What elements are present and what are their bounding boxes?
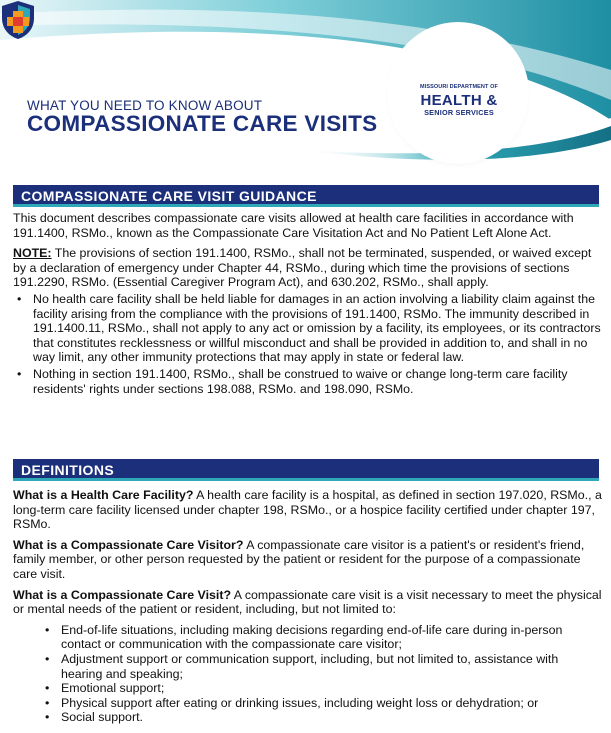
- definition-term: What is a Compassionate Care Visit?: [13, 587, 232, 602]
- definitions-heading: DEFINITIONS: [13, 459, 599, 481]
- definition-text: A compassionate care visitor is a patient's or resident's friend, family member, or other person requested by the patient or resident for the purpose of a compassionate care visit.: [13, 537, 585, 581]
- list-item: • Physical support after eating or drinking issues, including weight loss or dehydration; or: [13, 696, 603, 711]
- list-item: • Emotional support;: [13, 681, 603, 696]
- definition-term: What is a Health Care Facility?: [13, 488, 194, 502]
- document-header: [0, 0, 611, 170]
- shield-cross-icon: [0, 0, 36, 40]
- definition-health-care-facility: [13, 488, 603, 532]
- guidance-section: [13, 211, 603, 398]
- logo-line-2: HEALTH &: [420, 92, 498, 109]
- list-item: • Adjustment support or communication support, including, but not limited to, assistance with hearing and speaking;: [13, 652, 603, 681]
- guidance-heading: COMPASSIONATE CARE VISIT GUIDANCE: [13, 185, 599, 207]
- logo-line-1: MISSOURI DEPARTMENT OF: [420, 84, 498, 90]
- guidance-note: [13, 246, 603, 290]
- logo-line-3: SENIOR SERVICES: [424, 108, 494, 117]
- note-label: NOTE:: [13, 246, 52, 261]
- header-kicker: WHAT YOU NEED TO KNOW ABOUT: [27, 98, 263, 113]
- visit-types-list: [13, 623, 603, 725]
- guidance-bullet-list: [13, 292, 603, 396]
- definition-term: What is a Compassionate Care Visitor?: [13, 537, 244, 552]
- list-item: • Social support.: [13, 710, 603, 725]
- definition-compassionate-care-visitor: [13, 538, 603, 582]
- list-item: • End-of-life situations, including making decisions regarding end-of-life care during in-person contact or communication with the compassionate care visitor;: [13, 623, 603, 652]
- definitions-section: [13, 488, 603, 725]
- guidance-intro: This document describes compassionate care visits allowed at health care facilities in accordance with 191.1400, RSMo., known as the Compassionate Care Visitation Act and No Patient Left Alone Act.: [13, 211, 574, 240]
- list-item: • No health care facility shall be held liable for damages in an action involving a liability claim against the facility arising from the compliance with the provisions of 191.1400, RSMo. The immunity described in 191.1400.11, RSMo., shall not apply to any act or omission by a facility, its employees, or its contractors that constitutes recklessness or willful misconduct and shall be provided in addition to, and shall in no way limit, any other immunity protections that may apply in state or federal law.: [13, 292, 603, 365]
- page-title: COMPASSIONATE CARE VISITS: [27, 111, 378, 136]
- list-item: • Nothing in section 191.1400, RSMo., shall be construed to waive or change long-term care facility residents' rights under sections 198.088, RSMo. and 198.090, RSMo.: [13, 367, 603, 396]
- definition-compassionate-care-visit: [13, 588, 603, 617]
- definition-text: A health care facility is a hospital, as defined in section 197.020, RSMo., a long-term care facility licensed under chapter 198, RSMo., or a hospice facility certified under chapter 197, RSMo.: [13, 488, 602, 532]
- definition-text: A compassionate care visit is a visit necessary to meet the physical or mental needs of the patient or resident, including, but not limited to:: [13, 587, 602, 617]
- note-text: The provisions of section 191.1400, RSMo., shall not be terminated, suspended, or waived except by a declaration of emergency under Chapter 44, RSMo., during which time the provisions of sections 191.2290, RSMo. (Essential Caregiver Program Act), and 630.202, RSMo., shall apply.: [13, 246, 592, 290]
